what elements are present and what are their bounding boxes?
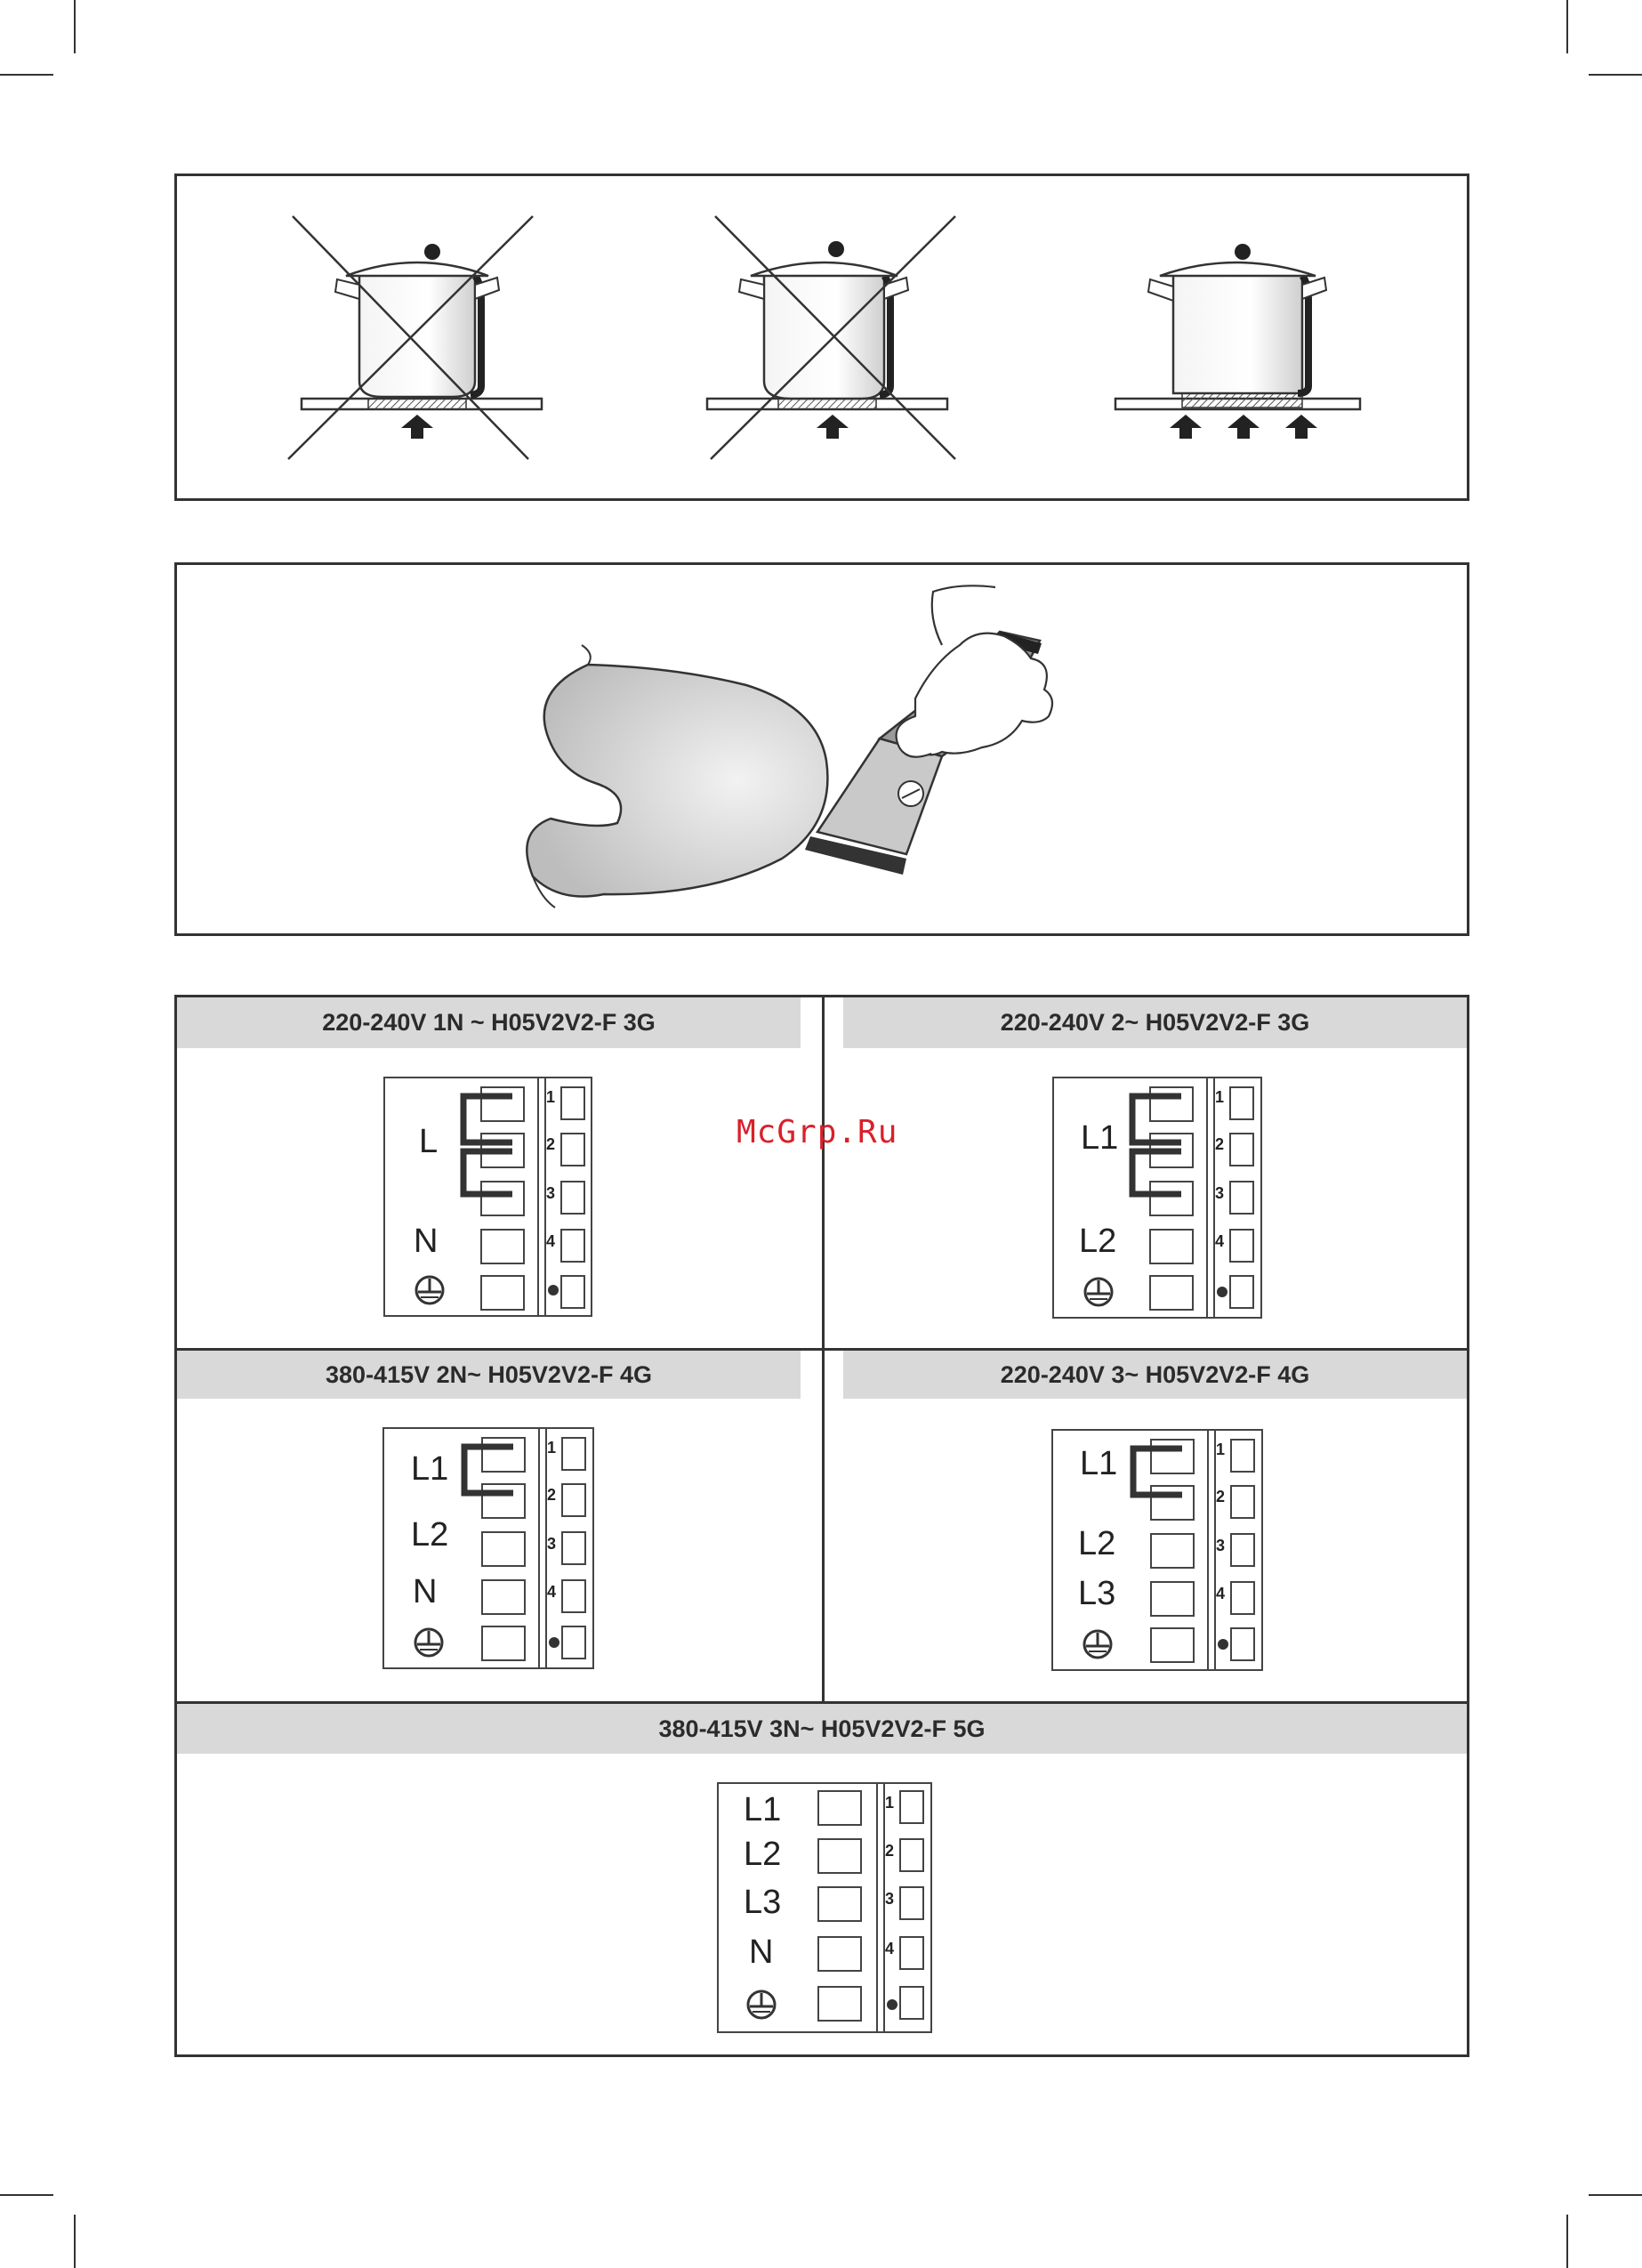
terminal-number: 2 <box>546 1135 556 1153</box>
terminal-number: 4 <box>546 1232 556 1250</box>
terminal-label-l2: L2 <box>1078 1525 1116 1562</box>
wiring-header-2-3g: 220-240V 2~ H05V2V2-F 3G <box>843 997 1467 1048</box>
terminal-number: 3 <box>546 1184 556 1202</box>
hand-icon <box>897 585 1052 756</box>
terminal-block-1n-3g <box>383 1077 592 1317</box>
terminal-label-l1: L1 <box>1081 1119 1119 1157</box>
crop-mark <box>1589 2194 1642 2196</box>
wiring-header-3-4g: 220-240V 3~ H05V2V2-F 4G <box>843 1351 1467 1399</box>
terminal-number: 2 <box>547 1486 557 1504</box>
terminal-number: 3 <box>1216 1537 1226 1554</box>
pot-flat-base-icon <box>1115 244 1360 439</box>
wiring-header-3n-5g: 380-415V 3N~ H05V2V2-F 5G <box>177 1704 1467 1754</box>
terminal-number: 1 <box>1215 1088 1225 1106</box>
terminal-number: 2 <box>1216 1488 1226 1505</box>
watermark: McGrp.Ru <box>736 1114 898 1150</box>
crop-mark <box>1566 0 1568 53</box>
terminal-label-n: N <box>413 1573 438 1610</box>
crop-mark <box>0 2194 53 2196</box>
terminal-number: 4 <box>885 1940 895 1957</box>
terminal-label-l2: L2 <box>744 1836 782 1873</box>
wiring-header-1n-3g: 220-240V 1N ~ H05V2V2-F 3G <box>177 997 801 1048</box>
terminal-label-l1: L1 <box>1080 1445 1118 1482</box>
terminal-label-l2: L2 <box>1079 1223 1117 1260</box>
crop-mark <box>0 74 53 76</box>
terminal-label-l3: L3 <box>1078 1575 1116 1612</box>
terminal-number: 3 <box>885 1890 895 1908</box>
pot-concave-base-icon <box>288 216 542 459</box>
wiring-header-2n-4g: 380-415V 2N~ H05V2V2-F 4G <box>177 1351 801 1399</box>
terminal-number: 3 <box>1215 1184 1225 1202</box>
pot-illustration-panel <box>174 174 1469 501</box>
terminal-label-l3: L3 <box>744 1884 782 1921</box>
terminal-number: 2 <box>1215 1135 1225 1153</box>
terminal-number: 4 <box>1215 1232 1225 1250</box>
terminal-block-3-4g <box>1051 1429 1263 1671</box>
terminal-number: 4 <box>1216 1585 1226 1602</box>
terminal-label-l: L <box>419 1123 439 1160</box>
terminal-number: 1 <box>1216 1441 1226 1458</box>
scraper-illustration <box>177 565 1472 939</box>
terminal-number: 1 <box>885 1794 895 1812</box>
terminal-label-n: N <box>414 1223 439 1260</box>
scraper-illustration-panel <box>174 562 1469 936</box>
stain-shape <box>527 665 827 897</box>
terminal-label-n: N <box>749 1933 774 1971</box>
pot-convex-base-icon <box>707 216 955 459</box>
terminal-label-l1: L1 <box>411 1450 449 1488</box>
crop-mark <box>1566 2215 1568 2268</box>
pot-illustrations <box>177 176 1472 504</box>
terminal-label-l1: L1 <box>744 1791 782 1828</box>
crop-mark <box>1589 74 1642 76</box>
terminal-block-2n-4g <box>382 1427 594 1669</box>
terminal-number: 1 <box>546 1088 556 1106</box>
crop-mark <box>74 0 76 53</box>
terminal-label-l2: L2 <box>411 1516 449 1554</box>
terminal-number: 4 <box>547 1583 557 1601</box>
terminal-number: 3 <box>547 1535 557 1553</box>
terminal-block-3n-5g <box>717 1782 932 2033</box>
crop-mark <box>74 2215 76 2268</box>
terminal-number: 2 <box>885 1842 895 1860</box>
terminal-number: 1 <box>547 1439 557 1457</box>
terminal-block-2-3g <box>1052 1077 1262 1319</box>
